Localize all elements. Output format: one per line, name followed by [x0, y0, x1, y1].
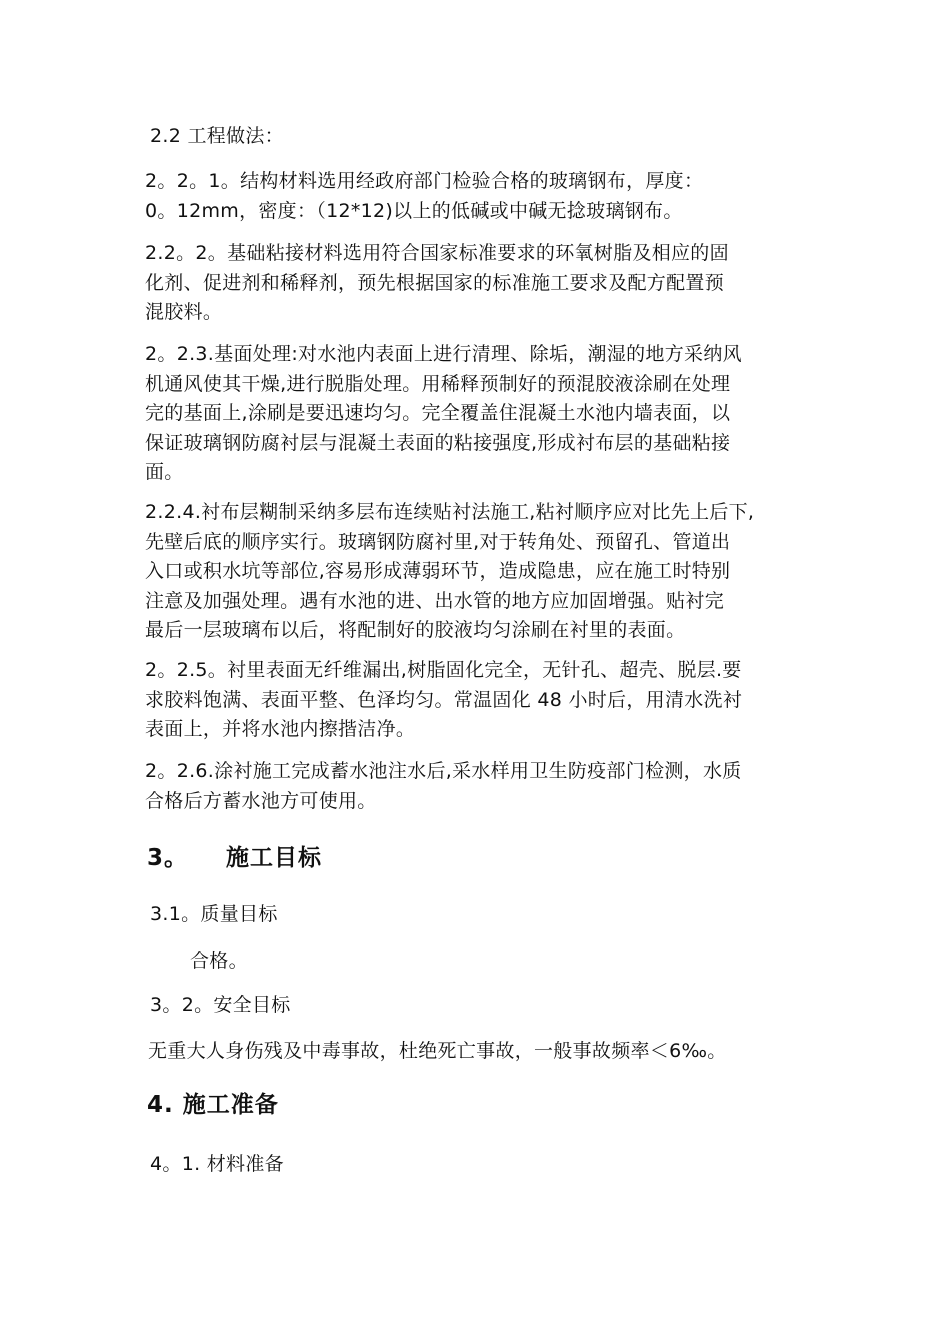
heading-3 [147, 843, 322, 873]
paragraph-line: 混胶料。 [145, 301, 223, 323]
paragraph-line: 注意及加强处理。遇有水池的进、出水管的地方应加固增强。贴衬完 [145, 589, 725, 612]
heading-4: 4. 施工准备 [147, 1092, 279, 1118]
paragraph-2-2-4 [145, 498, 754, 646]
paragraph-2-2-2 [145, 239, 729, 328]
paragraph-line: 2.2。2。基础粘接材料选用符合国家标准要求的环氧树脂及相应的固 [145, 242, 729, 264]
heading-3-number: 3。 [147, 845, 189, 871]
paragraph-line: 2。2.6.涂衬施工完成蓄水池注水后,采水样用卫生防疫部门检测，水质 [145, 760, 742, 782]
paragraph-2-2-3 [145, 340, 742, 488]
section-3-2-body: 无重大人身伤残及中毒事故，杜绝死亡事故，一般事故频率＜6‰。 [148, 1040, 727, 1062]
paragraph-line: 保证玻璃钢防腐衬层与混凝土表面的粘接强度,形成衬布层的基础粘接 [145, 431, 731, 454]
paragraph-line: 表面上，并将水池内擦揩洁净。 [145, 718, 416, 740]
paragraph-2-2-1 [145, 167, 703, 226]
paragraph-2-2-6 [145, 757, 742, 816]
paragraph-line: 0。12mm，密度：（12*12)以上的低碱或中碱无捻玻璃钢布。 [145, 199, 683, 222]
paragraph-line: 机通风使其干燥,进行脱脂处理。用稀释预制好的预混胶液涂刷在处理 [145, 372, 731, 395]
paragraph-line: 面。 [145, 461, 184, 483]
paragraph-line: 求胶料饱满、表面平整、色泽均匀。常温固化 48 小时后，用清水洗衬 [145, 688, 743, 711]
section-3-1-body: 合格。 [190, 950, 248, 972]
paragraph-line: 化剂、促进剂和稀释剂，预先根据国家的标准施工要求及配方配置预 [145, 271, 725, 294]
section-2-2-title: 2.2 工程做法： [150, 125, 284, 147]
paragraph-line: 合格后方蓄水池方可使用。 [145, 789, 377, 812]
paragraph-line: 2。2.3.基面处理:对水池内表面上进行清理、除垢，潮湿的地方采纳风 [145, 343, 742, 365]
paragraph-line: 最后一层玻璃布以后，将配制好的胶液均匀涂刷在衬里的表面。 [145, 619, 686, 641]
section-4-1-title: 4。1. 材料准备 [150, 1153, 284, 1175]
paragraph-line: 先壁后底的顺序实行。玻璃钢防腐衬里,对于转角处、预留孔、管道出 [145, 530, 731, 553]
paragraph-line: 入口或积水坑等部位,容易形成薄弱环节，造成隐患，应在施工时特别 [145, 560, 731, 582]
section-3-2-title: 3。2。安全目标 [150, 994, 291, 1016]
paragraph-line: 2。2.5。衬里表面无纤维漏出,树脂固化完全，无针孔、超壳、脱层.要 [145, 659, 742, 681]
paragraph-line: 2.2.4.衬布层糊制采纳多层布连续贴衬法施工,粘衬顺序应对比先上后下, [145, 501, 755, 523]
section-3-1-title: 3.1。质量目标 [150, 903, 278, 925]
heading-3-title: 施工目标 [226, 845, 323, 871]
paragraph-line: 完的基面上,涂刷是要迅速均匀。完全覆盖住混凝土水池内墙表面，以 [145, 402, 731, 424]
paragraph-line: 2。2。1。结构材料选用经政府部门检验合格的玻璃钢布，厚度： [145, 170, 704, 192]
paragraph-2-2-5 [145, 656, 742, 745]
